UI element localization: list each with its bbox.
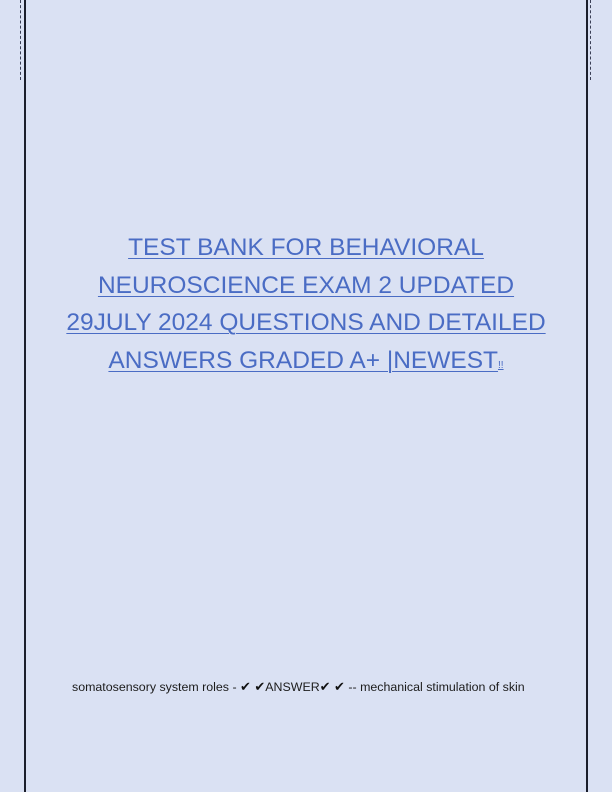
document-title (60, 229, 552, 384)
title-line-1: TEST BANK FOR BEHAVIORAL (128, 234, 484, 261)
qa-item (72, 678, 542, 697)
left-margin-dashes (20, 0, 21, 80)
check-icon: ✔ (334, 680, 345, 695)
check-icon: ✔ (240, 680, 251, 695)
title-line-3: 29JULY 2024 QUESTIONS AND DETAILED (66, 309, 546, 336)
title-suffix: !! (498, 359, 504, 371)
right-margin-dashes (590, 0, 591, 80)
check-icon: ✔ (254, 680, 266, 695)
right-page-border (586, 0, 588, 792)
answer-label: ANSWER (265, 680, 320, 694)
answer-text: -- mechanical stimulation of skin (348, 680, 525, 694)
title-line-2: NEUROSCIENCE EXAM 2 UPDATED (97, 271, 515, 299)
check-icon: ✔ (319, 680, 331, 695)
title-line-4: ANSWERS GRADED A+ |NEWEST!! (108, 346, 504, 374)
left-page-border (24, 0, 26, 792)
question-text: somatosensory system roles - (72, 680, 241, 694)
